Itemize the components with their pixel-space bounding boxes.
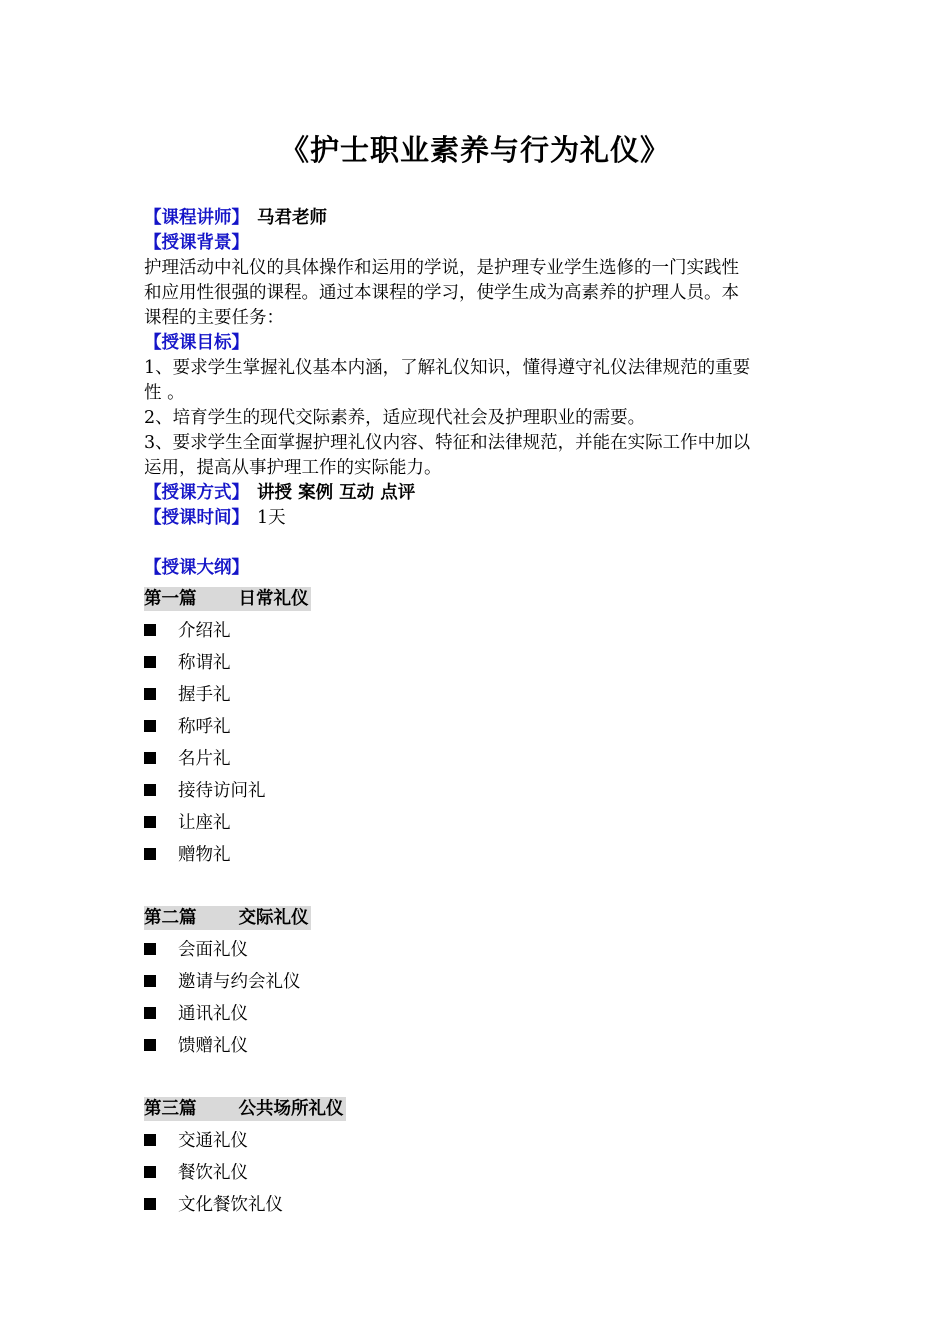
list-item — [144, 1161, 248, 1185]
list-item-label: 餐饮礼仪 — [178, 1163, 248, 1183]
square-bullet-icon — [144, 784, 156, 796]
goals-label: 【授课目标】 — [144, 333, 249, 353]
goals-label-row — [144, 331, 824, 356]
square-bullet-icon — [144, 752, 156, 764]
section-name: 交际礼仪 — [238, 908, 309, 928]
list-item-label: 通讯礼仪 — [178, 1004, 248, 1024]
section-part: 第三篇 — [144, 1099, 197, 1119]
square-bullet-icon — [144, 1166, 156, 1178]
list-item-label: 介绍礼 — [178, 621, 231, 641]
goals-line: 运用，提高从事护理工作的实际能力。 — [144, 458, 442, 478]
section-part: 第一篇 — [144, 589, 197, 609]
list-item-label: 名片礼 — [178, 749, 231, 769]
method-value: 讲授 案例 互动 点评 — [257, 483, 416, 503]
goals-line: 2、培育学生的现代交际素养，适应现代社会及护理职业的需要。 — [144, 408, 646, 428]
list-item-label: 会面礼仪 — [178, 940, 248, 960]
time-value: 1天 — [257, 508, 286, 528]
square-bullet-icon — [144, 720, 156, 732]
section-name: 日常礼仪 — [238, 589, 309, 609]
square-bullet-icon — [144, 656, 156, 668]
list-item-label: 赠物礼 — [178, 845, 231, 865]
list-item-label: 称谓礼 — [178, 653, 231, 673]
square-bullet-icon — [144, 816, 156, 828]
list-item-label: 握手礼 — [178, 685, 231, 705]
list-item-label: 交通礼仪 — [178, 1131, 248, 1151]
section-name: 公共场所礼仪 — [238, 1099, 344, 1119]
list-item — [144, 619, 231, 643]
list-item-label: 接待访问礼 — [178, 781, 266, 801]
background-line: 和应用性很强的课程。通过本课程的学习，使学生成为高素养的护理人员。本 — [144, 283, 739, 303]
list-item — [144, 1002, 248, 1026]
list-item — [144, 938, 248, 962]
list-item-label: 邀请与约会礼仪 — [178, 972, 301, 992]
list-item — [144, 683, 231, 707]
section-heading — [144, 1097, 346, 1121]
background-line: 课程的主要任务： — [144, 308, 284, 328]
background-line: 护理活动中礼仪的具体操作和运用的学说，是护理专业学生选修的一门实践性 — [144, 258, 739, 278]
method-label: 【授课方式】 — [144, 483, 249, 503]
list-item — [144, 715, 231, 739]
square-bullet-icon — [144, 624, 156, 636]
square-bullet-icon — [144, 943, 156, 955]
background-label: 【授课背景】 — [144, 233, 249, 253]
lecturer-name: 马君老师 — [257, 208, 327, 228]
goals-line: 1、要求学生掌握礼仪基本内涵，了解礼仪知识，懂得遵守礼仪法律规范的重要 — [144, 358, 751, 378]
list-item — [144, 1129, 248, 1153]
square-bullet-icon — [144, 1134, 156, 1146]
list-item — [144, 747, 231, 771]
document-title: 《护士职业素养与行为礼仪》 — [279, 133, 670, 167]
outline-label: 【授课大纲】 — [144, 558, 249, 578]
background-label-row — [144, 231, 824, 256]
outline-label-row — [144, 556, 824, 581]
list-item — [144, 970, 301, 994]
list-item — [144, 651, 231, 675]
section-heading — [144, 906, 311, 930]
lecturer-row — [144, 206, 824, 231]
list-item — [144, 1034, 248, 1058]
square-bullet-icon — [144, 848, 156, 860]
list-item — [144, 779, 266, 803]
list-item-label: 让座礼 — [178, 813, 231, 833]
section-part: 第二篇 — [144, 908, 197, 928]
square-bullet-icon — [144, 1039, 156, 1051]
goals-line: 性 。 — [144, 383, 185, 403]
square-bullet-icon — [144, 688, 156, 700]
list-item — [144, 843, 231, 867]
time-label: 【授课时间】 — [144, 508, 249, 528]
list-item-label: 文化餐饮礼仪 — [178, 1195, 283, 1215]
list-item — [144, 811, 231, 835]
list-item-label: 称呼礼 — [178, 717, 231, 737]
lecturer-label: 【课程讲师】 — [144, 208, 249, 228]
square-bullet-icon — [144, 1007, 156, 1019]
section-heading — [144, 587, 311, 611]
list-item — [144, 1193, 283, 1217]
square-bullet-icon — [144, 1198, 156, 1210]
time-row — [144, 506, 824, 531]
goals-line: 3、要求学生全面掌握护理礼仪内容、特征和法律规范，并能在实际工作中加以 — [144, 433, 751, 453]
square-bullet-icon — [144, 975, 156, 987]
list-item-label: 馈赠礼仪 — [178, 1036, 248, 1056]
method-row — [144, 481, 824, 506]
